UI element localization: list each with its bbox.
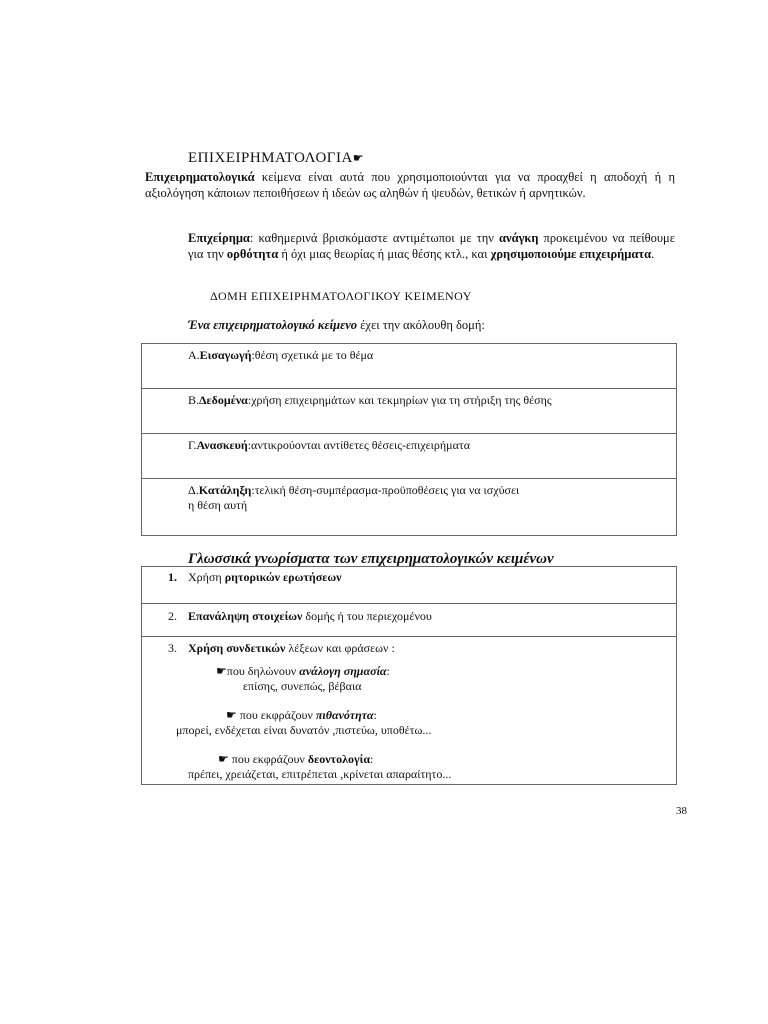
table-row xyxy=(142,389,677,434)
connector-group-analogy xyxy=(216,664,676,694)
row-term: Κατάληξη xyxy=(198,483,252,497)
definition-term: Επιχείρημα xyxy=(188,231,250,245)
item-number: 1. xyxy=(168,570,177,584)
structure-cell xyxy=(142,389,677,434)
row-prefix: Α. xyxy=(188,348,200,362)
structure-intro xyxy=(188,318,485,333)
intro-paragraph xyxy=(145,169,675,201)
table-row xyxy=(142,479,677,536)
definition-text: προκειμένου να πείθουμε για την xyxy=(188,231,675,261)
features-cell xyxy=(142,567,677,604)
row-prefix: Δ. xyxy=(188,483,199,497)
row-desc: :τελική θέση-συμπέρασμα-προϋποθέσεις για να ισχύσει xyxy=(251,483,520,497)
row-desc: :χρήση επιχειρημάτων και τεκμηρίων για τη στήριξη της θέσης xyxy=(247,393,552,407)
group-text: : xyxy=(370,752,374,766)
pointing-hand-icon: ☛ xyxy=(226,708,237,722)
table-row xyxy=(142,344,677,389)
page-number: 38 xyxy=(676,805,687,817)
group-text: που εκφράζουν xyxy=(236,708,316,722)
item-text: δομής ή του περιεχομένου xyxy=(302,609,432,623)
row-term: Ανασκευή xyxy=(196,438,248,452)
definition-text: : καθημερινά βρισκόμαστε αντιμέτωποι με την xyxy=(249,231,500,245)
definition-bold: ανάγκη xyxy=(499,231,539,245)
definition-text: . xyxy=(651,247,655,261)
row-desc: :θέση σχετικά με το θέμα xyxy=(251,348,374,362)
structure-cell xyxy=(142,479,677,536)
item-number: 3. xyxy=(168,641,177,655)
group-text: που εκφράζουν xyxy=(228,752,308,766)
row-term: Εισαγωγή xyxy=(199,348,252,362)
definition-bold: ορθότητα xyxy=(226,247,279,261)
item-text: Χρήση xyxy=(188,570,225,584)
features-cell xyxy=(142,604,677,637)
heading-text: ΕΠΙΧΕΙΡΗΜΑΤΟΛΟΓΙΑ xyxy=(188,150,353,166)
row-desc: :αντικρούονται αντίθετες θέσεις-επιχειρήματα xyxy=(247,438,470,452)
table-row xyxy=(142,567,677,604)
structure-cell xyxy=(142,434,677,479)
group-examples: μπορεί, ενδέχεται είναι δυνατόν ,πιστεύω, υποθέτω... xyxy=(176,723,432,737)
row-prefix: Β. xyxy=(188,393,200,407)
connector-group-probability xyxy=(168,708,676,738)
connector-group-deontology xyxy=(168,752,676,782)
group-examples: πρέπει, χρειάζεται, επιτρέπεται ,κρίνεται απαραίτητο... xyxy=(188,767,452,781)
definition-paragraph xyxy=(188,230,675,262)
table-row xyxy=(142,637,677,785)
intro-bold-term: Επιχειρηματολογικά xyxy=(145,170,255,184)
item-text: λέξεων και φράσεων : xyxy=(285,641,395,655)
structure-cell xyxy=(142,344,677,389)
features-title: Γλωσσικά γνωρίσματα των επιχειρηματολογικών κειμένων xyxy=(188,551,554,567)
row-term: Δεδομένα xyxy=(199,393,248,407)
item-number: 2. xyxy=(168,609,177,623)
item-bold: ρητορικών ερωτήσεων xyxy=(224,570,342,584)
row-prefix: Γ. xyxy=(188,438,197,452)
structure-intro-text: έχει την ακόλουθη δομή: xyxy=(357,318,485,332)
row-desc-continued: η θέση αυτή xyxy=(188,498,248,512)
features-table xyxy=(141,566,677,785)
group-text: που δηλώνουν xyxy=(226,664,300,678)
features-cell xyxy=(142,637,677,785)
page-heading xyxy=(188,150,364,167)
item-bold: Επανάληψη στοιχείων xyxy=(188,609,303,623)
group-examples: επίσης, συνεπώς, βέβαια xyxy=(243,679,362,693)
structure-title: ΔΟΜΗ ΕΠΙΧΕΙΡΗΜΑΤΟΛΟΓΙΚΟΥ ΚΕΙΜΕΝΟΥ xyxy=(210,289,472,303)
table-row xyxy=(142,604,677,637)
group-text: : xyxy=(386,664,390,678)
pointing-hand-icon: ☛ xyxy=(352,151,365,165)
definition-text: ή όχι μιας θεωρίας ή μιας θέσης κτλ., και xyxy=(278,247,491,261)
group-text: : xyxy=(373,708,377,722)
structure-intro-emphasis: Ένα επιχειρηματολογικό κείμενο xyxy=(188,318,358,332)
group-emphasis: ανάλογη σημασία xyxy=(299,664,387,678)
pointing-hand-icon: ☛ xyxy=(218,752,229,766)
intro-text: κείμενα είναι αυτά που χρησιμοποιούνται για να προαχθεί η αποδοχή ή η αξιολόγηση κάποιων πεποιθήσεων ή ιδεών ως αληθών ή ψευδών, θετικών ή αρνητικών. xyxy=(145,170,675,200)
item-bold: Χρήση συνδετικών xyxy=(188,641,286,655)
group-emphasis: πιθανότητα xyxy=(315,708,374,722)
structure-table xyxy=(141,343,677,536)
pointing-hand-icon: ☛ xyxy=(216,664,227,678)
definition-bold: χρησιμοποιούμε επιχειρήματα xyxy=(490,247,652,261)
table-row xyxy=(142,434,677,479)
group-emphasis: δεοντολογία xyxy=(307,752,371,766)
